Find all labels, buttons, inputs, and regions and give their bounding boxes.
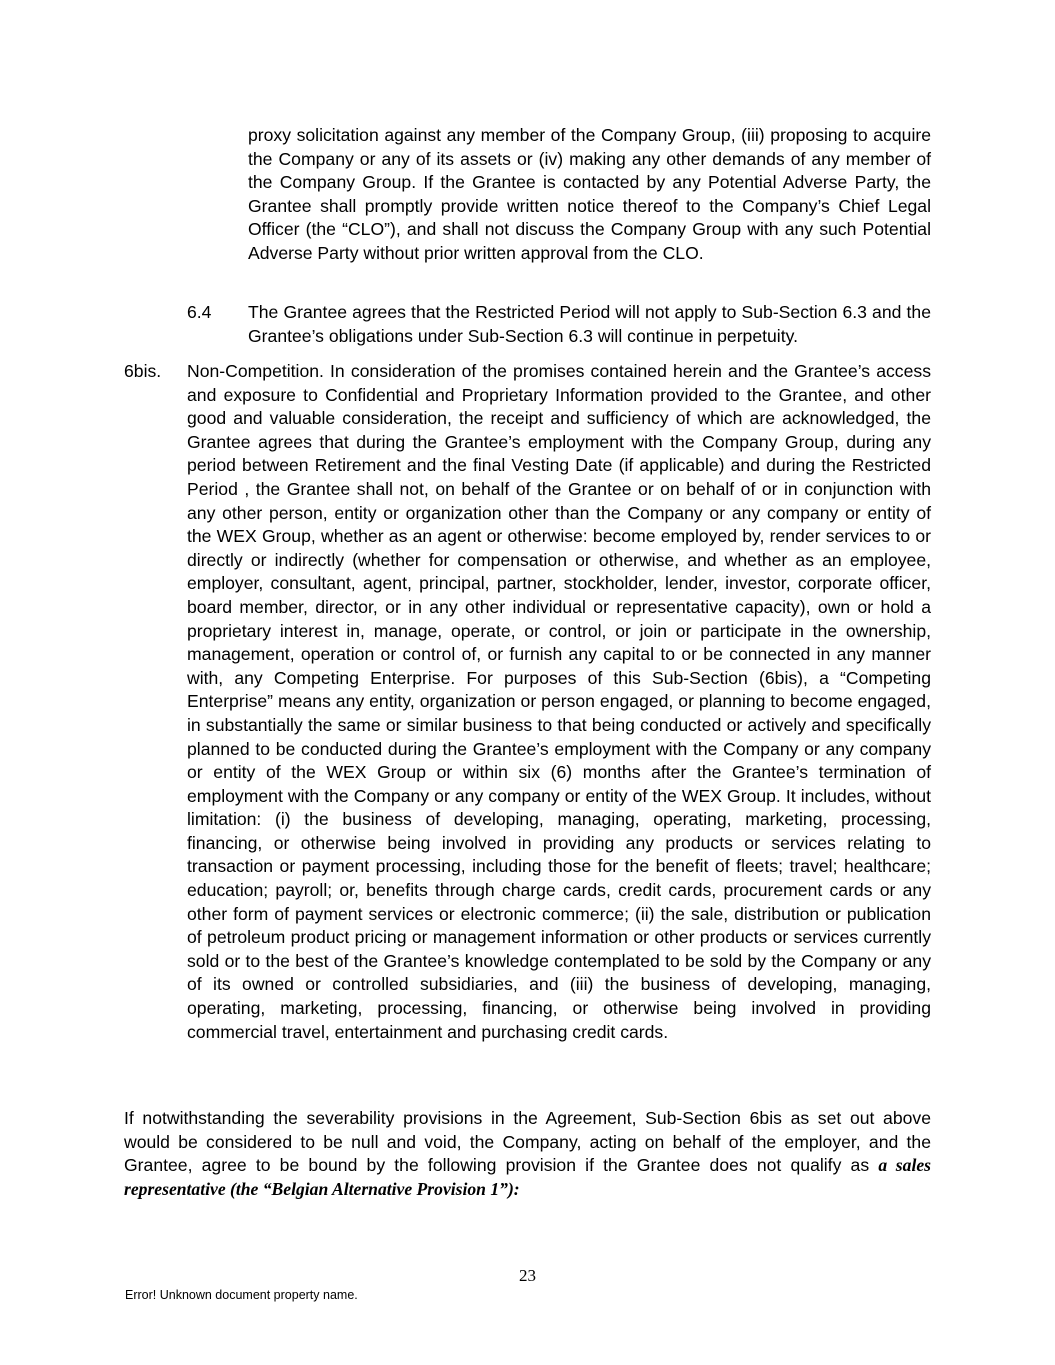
closing-paragraph-text: If notwithstanding the severability provisions in the Agreement, Sub-Section 6bis as set out above would be considered to be null and void, the Company, acting on behalf of the employer, and the Grantee, agree to be bound by the following provision if the Grantee does not qualify as	[124, 1108, 931, 1176]
section-6bis-text: Non-Competition. In consideration of the promises contained herein and the Grantee’s access and exposure to Confidential and Proprietary Information provided to the Grantee, and other good and valuable consideration, the receipt and sufficiency of which are acknowledged, the Grantee agrees that during the Grantee’s employment with the Company Group, during any period between Retirement and the final Vesting Date (if applicable) and during the Restricted Period , the Grantee shall not, on behalf of the Grantee or on behalf of or in conjunction with any other person, entity or organization other than the Company or any company or entity of the WEX Group, whether as an agent or otherwise: become employed by, render services to or directly or indirectly (whether for compensation or otherwise, and whether as an employee, employer, consultant, agent, principal, partner, stockholder, lender, investor, corporate officer, board member, director, or in any other individual or representative capacity), own or hold a proprietary interest in, manage, operate, or control, or join or participate in the ownership, management, operation or control of, or furnish any capital to or be connected in any manner with, any Competing Enterprise. For purposes of this Sub-Section (6bis), a “Competing Enterprise” means any entity, organization or person engaged, or planning to become engaged, in substantially the same or similar business to that being conducted or actively and specifically planned to be conducted during the Grantee’s employment with the Company or any company or entity of the WEX Group or within six (6) months after the Grantee’s termination of employment with the Company or any company or entity of the WEX Group. It includes, without limitation: (i) the business of developing, managing, operating, marketing, processing, financing, or otherwise being involved in providing any products or services relating to transaction or payment processing, including those for the benefit of fleets; travel; healthcare; education; payroll; or, benefits through charge cards, credit cards, procurement cards or any other form of payment services or electronic commerce; (ii) the sale, distribution or publication of petroleum product pricing or management information or other products or services currently sold or to the best of the Grantee’s knowledge contemplated to be sold by the Company or any of its owned or controlled subsidiaries, and (iii) the business of developing, managing, operating, marketing, processing, financing, or otherwise being involved in providing commercial travel, entertainment and purchasing credit cards.	[187, 361, 931, 1042]
section-6-4-number: 6.4	[187, 302, 212, 322]
footer-note: Error! Unknown document property name.	[125, 1288, 358, 1302]
section-6bis-number: 6bis.	[124, 361, 162, 381]
section-6-4-text: The Grantee agrees that the Restricted Period will not apply to Sub-Section 6.3 and the Grantee’s obligations under Sub-Section 6.3 will continue in perpetuity.	[248, 302, 931, 346]
closing-paragraph	[124, 1107, 931, 1201]
section-6-3-continuation: proxy solicitation against any member of the Company Group, (iii) proposing to acquire the Company or any of its assets or (iv) making any other demands of any member of the Company Group. If the Grantee is contacted by any Potential Adverse Party, the Grantee shall promptly provide written notice thereof to the Company’s Chief Legal Officer (the “CLO”), and shall not discuss the Company Group with any such Potential Adverse Party without prior written approval from the CLO.	[248, 125, 931, 263]
page-number: 23	[519, 1266, 536, 1285]
belgian-provision-heading: a sales representative (the “Belgian Alternative Provision 1”):	[124, 1155, 931, 1199]
